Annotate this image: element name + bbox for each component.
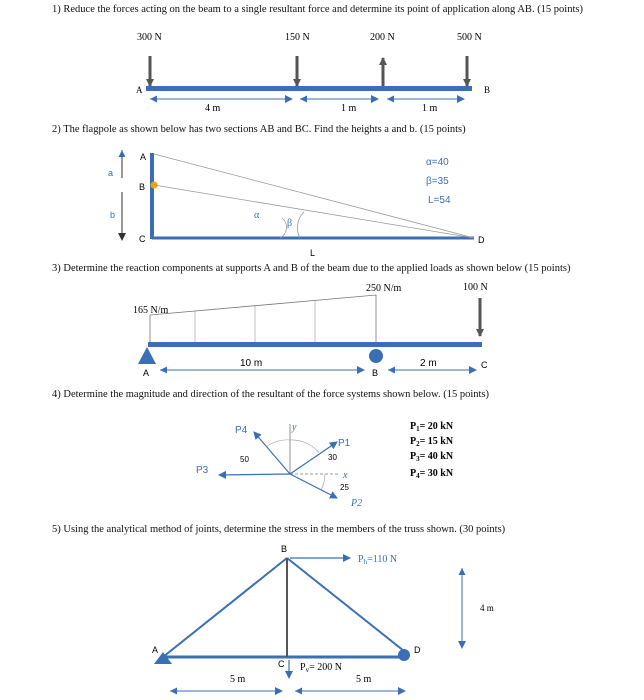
force-p3-value: $P_3= 40$ kN	[410, 451, 454, 463]
angle-50-arc	[266, 440, 290, 447]
point-b-label-fig2: B	[139, 182, 146, 192]
point-a-label: A	[136, 85, 143, 95]
support-d-roller	[398, 649, 410, 661]
figure-4-force-system	[196, 421, 454, 509]
load-165-label: 165 N/m	[133, 305, 169, 316]
figure-5-truss	[152, 544, 494, 691]
dim-4m-label: 4 m	[205, 103, 221, 114]
force-p4-label: P4	[235, 425, 248, 436]
question-4-text: Determine the magnitude and direction of the resultant of the force systems shown below. (15 points)	[63, 389, 489, 400]
force-p1-label: P1	[338, 438, 351, 449]
point-c-label-fig2: C	[139, 234, 146, 244]
point-b-label: B	[484, 85, 491, 95]
support-a-label: A	[143, 368, 150, 378]
dim-height-label: 4 m	[480, 603, 494, 613]
force-p3-arrow	[219, 474, 290, 475]
support-a-pin	[138, 347, 156, 364]
point-d-label-fig2: D	[478, 235, 485, 245]
height-b-label: b	[110, 210, 116, 220]
question-4-number: 4)	[52, 389, 61, 400]
angle-30-label: 30	[328, 453, 337, 462]
joint-b-label: B	[281, 544, 288, 554]
support-b-label: B	[372, 368, 379, 378]
question-2-text: The flagpole as shown below has two sections AB and BC. Find the heights a and b. (15 points)	[63, 124, 466, 135]
angle-beta-label: β	[287, 218, 293, 229]
support-b-roller	[369, 349, 383, 363]
force-200-label: 200 N	[370, 32, 395, 43]
force-p4-value: $P_4= 30$ kN	[410, 468, 454, 480]
force-300-label: 300 N	[137, 32, 162, 43]
question-3-number: 3)	[52, 263, 61, 274]
angle-alpha-arc	[280, 218, 286, 238]
load-diagram-outline	[150, 295, 376, 344]
angle-25-arc	[321, 474, 325, 490]
angle-30-arc	[290, 440, 320, 454]
question-2-number: 2)	[52, 124, 61, 135]
flagpole	[150, 153, 154, 239]
dim-1m-label-b: 1 m	[422, 103, 438, 114]
question-3-text: Determine the reaction components at supports A and B of the beam due to the applied loads as shown below (15 points)	[63, 263, 571, 274]
beam-ac	[148, 342, 482, 347]
dim-1m-label-a: 1 m	[341, 103, 357, 114]
given-beta: β=35	[426, 176, 449, 187]
load-ph-label: $P_h=110$ N	[358, 554, 398, 566]
joint-a-label: A	[152, 645, 159, 655]
given-alpha: α=40	[426, 157, 449, 168]
force-p2-value: $P_2= 15$ kN	[410, 436, 454, 448]
height-a-label: a	[108, 168, 114, 178]
force-p2-arrow	[290, 474, 337, 498]
load-pv-label: $P_v= 200$ N	[300, 662, 342, 674]
figure-2-flagpole-diagram	[108, 150, 485, 258]
force-p1-value: $P_1= 20$ kN	[410, 421, 454, 433]
axis-x-label: x	[343, 470, 348, 481]
angle-50-label: 50	[240, 455, 249, 464]
load-250-label: 250 N/m	[366, 283, 402, 294]
force-p4-arrow	[254, 432, 290, 474]
beam-ab	[146, 86, 472, 91]
dim-span-right-label: 5 m	[356, 674, 372, 685]
point-a-label-fig2: A	[140, 152, 147, 162]
sight-line-b	[154, 185, 474, 238]
joint-d-label: D	[414, 645, 421, 655]
angle-alpha-label: α	[254, 210, 260, 221]
length-l-label: L	[310, 248, 316, 258]
point-c-label: C	[481, 360, 488, 370]
dim-span-left-label: 5 m	[230, 674, 246, 685]
question-5-number: 5)	[52, 524, 61, 535]
force-values-list	[410, 421, 454, 480]
figure-3-distributed-load-beam	[133, 282, 488, 378]
dim-10m-label: 10 m	[240, 358, 263, 369]
axis-y-label: y	[292, 422, 297, 433]
member-bd	[287, 558, 404, 651]
question-5-text: Using the analytical method of joints, determine the stress in the members of the truss shown. (30 points)	[63, 524, 506, 535]
figure-1-beam-diagram	[136, 32, 490, 114]
question-1-number: 1)	[52, 4, 61, 15]
dim-2m-label: 2 m	[420, 358, 437, 369]
force-150-label: 150 N	[285, 32, 310, 43]
question-1-text: Reduce the forces acting on the beam to a single resultant force and determine its point of application along AB. (15 points)	[63, 4, 583, 15]
member-ab	[163, 558, 287, 657]
force-500-label: 500 N	[457, 32, 482, 43]
force-p3-label: P3	[196, 465, 209, 476]
angle-25-label: 25	[340, 483, 349, 492]
force-p2-label: P2	[351, 498, 363, 509]
joint-c-label: C	[278, 659, 285, 669]
point-load-100-label: 100 N	[463, 282, 488, 293]
angle-beta-arc	[297, 212, 304, 238]
given-l: L=54	[428, 195, 451, 206]
